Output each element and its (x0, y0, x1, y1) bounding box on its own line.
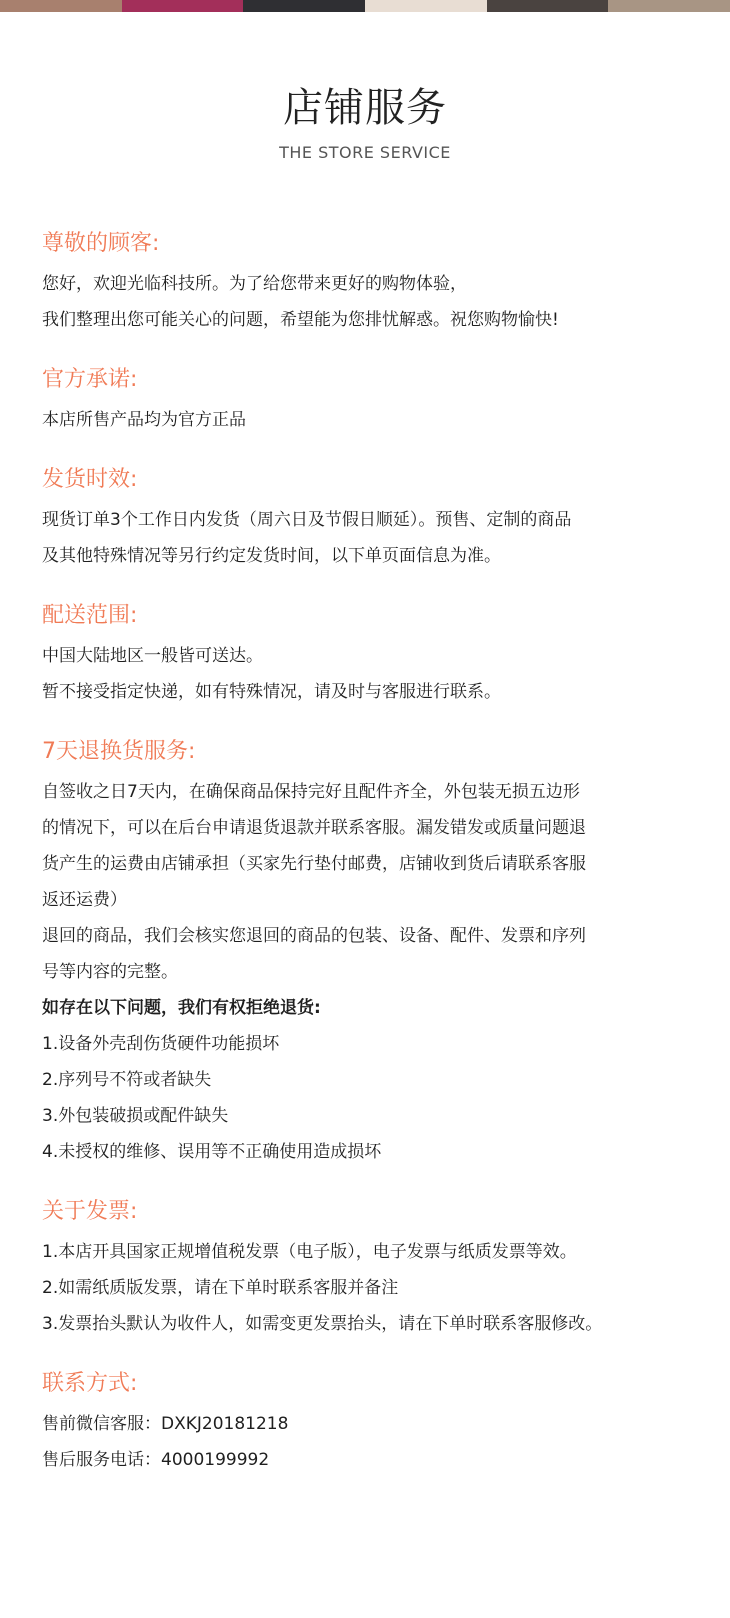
refuse-item: 4.未授权的维修、误用等不正确使用造成损坏 (42, 1142, 382, 1162)
refuse-item: 3.外包装破损或配件缺失 (42, 1106, 229, 1126)
text-line: 暂不接受指定快递，如有特殊情况，请及时与客服进行联系。 (42, 682, 501, 702)
section-delivery (42, 600, 702, 710)
text-line: 返还运费） (42, 890, 127, 910)
text-line: 号等内容的完整。 (42, 962, 178, 982)
refuse-item: 2.序列号不符或者缺失 (42, 1070, 212, 1090)
section-heading: 发货时效: (42, 467, 138, 492)
service-content (42, 228, 702, 1504)
text-line: 您好，欢迎光临科技所。为了给您带来更好的购物体验， (42, 274, 467, 294)
text-line: 自签收之日7天内，在确保商品保持完好且配件齐全，外包装无损五边形 (42, 782, 580, 802)
section-invoice (42, 1196, 702, 1342)
text-line: 1.本店开具国家正规增值税发票（电子版），电子发票与纸质发票等效。 (42, 1242, 577, 1262)
section-heading: 关于发票: (42, 1199, 138, 1224)
section-promise (42, 364, 702, 438)
top-color-bar (0, 0, 730, 12)
text-line: 的情况下，可以在后台申请退货退款并联系客服。漏发错发或质量问题退 (42, 818, 586, 838)
text-line: 中国大陆地区一般皆可送达。 (42, 646, 263, 666)
page-title: 店铺服务 (283, 85, 447, 131)
section-heading: 官方承诺: (42, 367, 138, 392)
text-line: 及其他特殊情况等另行约定发货时间，以下单页面信息为准。 (42, 546, 501, 566)
text-line: 2.如需纸质版发票，请在下单时联系客服并备注 (42, 1278, 399, 1298)
wechat-contact: 售前微信客服：DXKJ20181218 (42, 1414, 289, 1434)
section-shipping (42, 464, 702, 574)
section-returns (42, 736, 702, 1170)
text-line: 退回的商品，我们会核实您退回的商品的包装、设备、配件、发票和序列 (42, 926, 586, 946)
refuse-item: 1.设备外壳刮伤货硬件功能损坏 (42, 1034, 280, 1054)
color-bar-segment (122, 0, 244, 12)
color-bar-segment (365, 0, 487, 12)
section-heading: 尊敬的顾客: (42, 231, 160, 256)
phone-contact: 售后服务电话：4000199992 (42, 1450, 270, 1470)
text-line: 货产生的运费由店铺承担（买家先行垫付邮费，店铺收到货后请联系客服 (42, 854, 586, 874)
section-greeting (42, 228, 702, 338)
section-heading: 联系方式: (42, 1371, 138, 1396)
section-heading: 7天退换货服务: (42, 739, 196, 764)
color-bar-segment (243, 0, 365, 12)
section-contact (42, 1368, 702, 1478)
text-line: 我们整理出您可能关心的问题，希望能为您排忧解惑。祝您购物愉快! (42, 310, 559, 330)
color-bar-segment (608, 0, 730, 12)
refuse-title: 如存在以下问题，我们有权拒绝退货: (42, 998, 321, 1018)
section-heading: 配送范围: (42, 603, 138, 628)
color-bar-segment (0, 0, 122, 12)
color-bar-segment (487, 0, 609, 12)
page-subtitle: THE STORE SERVICE (279, 143, 451, 162)
text-line: 现货订单3个工作日内发货（周六日及节假日顺延）。预售、定制的商品 (42, 510, 572, 530)
text-line: 本店所售产品均为官方正品 (42, 410, 246, 430)
text-line: 3.发票抬头默认为收件人，如需变更发票抬头，请在下单时联系客服修改。 (42, 1314, 603, 1334)
